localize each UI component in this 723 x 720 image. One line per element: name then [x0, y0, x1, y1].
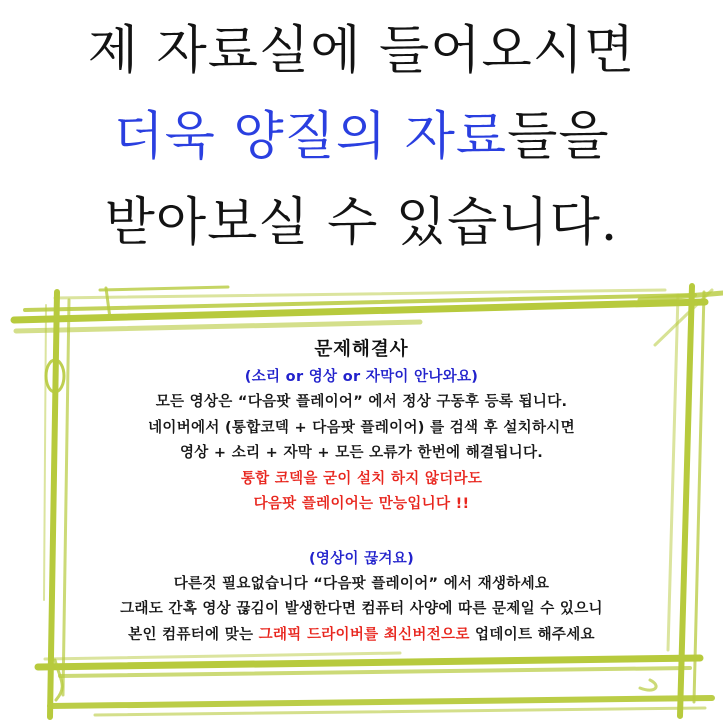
- notice-line-black-end: 업데이트 해주세요: [469, 626, 595, 643]
- headline-line-2-blue: 더욱 양질의 자료: [113, 107, 508, 167]
- stutter-section-heading: (영상이 끊겨요): [308, 550, 415, 567]
- promo-headline: [0, 8, 723, 266]
- notice-line-red: 다음팟 플레이어는 만능입니다 !!: [253, 496, 470, 512]
- audio-section-heading: (소리 or 영상 or 자막이 안나와요): [244, 369, 479, 385]
- notice-line-red-segment: 그래픽 드라이버를 최신버전으로: [258, 626, 470, 643]
- headline-line-3: 받아보실 수 있습니다.: [104, 193, 619, 253]
- notice-line: 모든 영상은 “다음팟 플레이어” 에서 정상 구동후 등록 됩니다.: [155, 394, 568, 410]
- notice-line: 네이버에서 (통합코덱 + 다음팟 플레이어) 를 검색 후 설치하시면: [148, 419, 575, 436]
- notice-line: 그래도 간혹 영상 끊김이 발생한다면 컴퓨터 사양에 따른 문제일 수 있으니: [120, 601, 603, 617]
- troubleshooting-notice: [30, 336, 693, 648]
- headline-line-2: [0, 94, 723, 180]
- notice-line-mixed: [30, 623, 693, 649]
- section-spacer: [30, 518, 693, 546]
- notice-line: 다른것 필요없습니다 “다음팟 플레이어” 에서 재생하세요: [173, 575, 550, 592]
- headline-line-1: 제 자료실에 들어오시면: [87, 21, 636, 81]
- notice-line-red: 통합 코덱을 굳이 설치 하지 않더라도: [240, 470, 483, 487]
- notice-title: 문제해결사: [314, 339, 409, 360]
- notice-line-black-start: 본인 컴퓨터에 맞는: [128, 626, 259, 643]
- headline-line-2-black: 들을: [507, 107, 610, 167]
- notice-line: 영상 + 소리 + 자막 + 모든 오류가 한번에 해결됩니다.: [179, 445, 544, 461]
